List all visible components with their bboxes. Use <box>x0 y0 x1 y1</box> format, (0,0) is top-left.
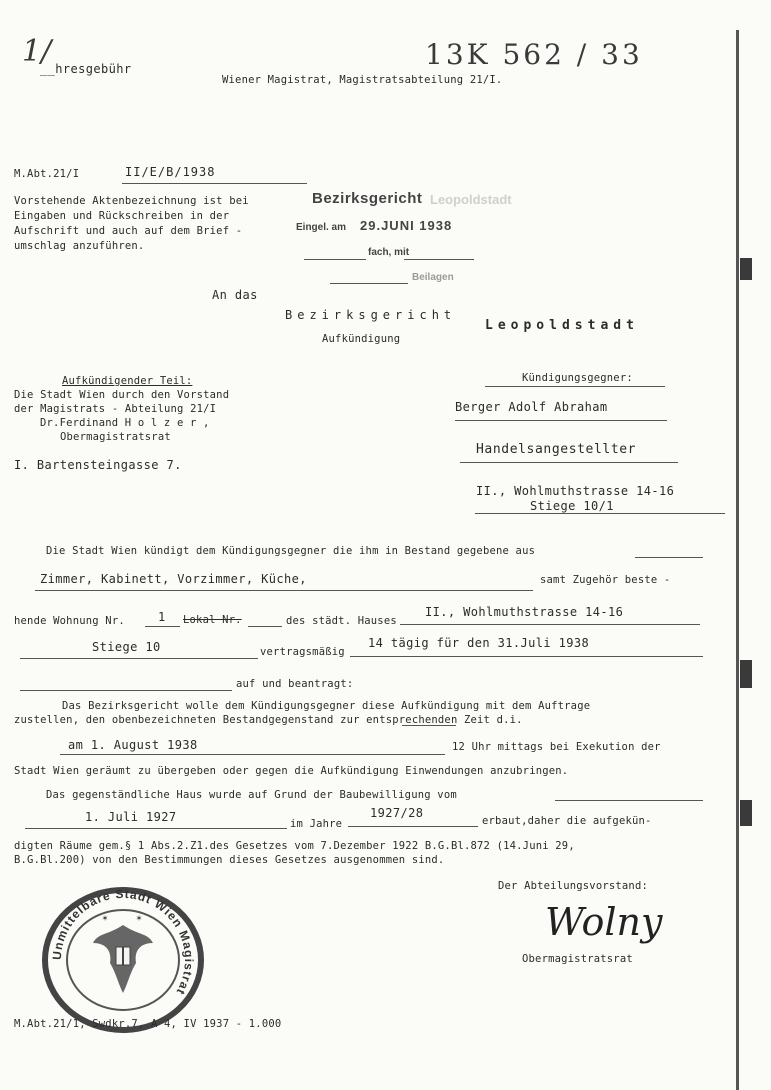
notice-period: 14 tägig für den 31.Juli 1938 <box>368 636 590 650</box>
permit-date-underline <box>25 828 287 829</box>
paragraph-2-fill <box>402 725 456 726</box>
received-stamp-tail: fach, mit <box>368 247 410 258</box>
opposing-party-name-underline <box>455 420 667 421</box>
permit-date: 1. Juli 1927 <box>85 810 177 824</box>
received-stamp-line-2 <box>404 259 474 260</box>
paragraph-4: Das gegenständliche Haus wurde auf Grund der Baubewilligung vom <box>46 789 457 801</box>
binding-tab-middle <box>740 660 752 688</box>
body-line-2-tail: samt Zugehör beste - <box>540 574 671 586</box>
received-stamp-district: Leopoldstadt <box>430 192 512 207</box>
official-seal <box>38 885 208 1035</box>
rooms: Zimmer, Kabinett, Vorzimmer, Küche, <box>40 572 307 586</box>
stair-underline <box>20 658 258 659</box>
received-stamp-line-3 <box>330 283 408 284</box>
addressee-to: An das <box>212 288 258 302</box>
vacate-date-underline <box>60 754 445 755</box>
fee-label: __hresgebühr <box>40 62 132 76</box>
lokal-underline <box>248 626 282 627</box>
opposing-party-occupation-underline <box>460 462 678 463</box>
handwritten-mark: 1/ <box>22 34 52 69</box>
house-label: des städt. Hauses <box>286 615 397 627</box>
file-reference-number: M.Abt.21/I <box>14 168 80 180</box>
opposing-party-label-underline <box>485 386 665 387</box>
terminating-party-line-3: Dr.Ferdinand H o l z e r , <box>40 417 210 429</box>
addressee-district: Leopoldstadt <box>485 318 639 333</box>
body-line-1: Die Stadt Wien kündigt dem Kündigungsgegner die ihm in Bestand gegebene aus <box>46 545 536 557</box>
paragraph-2: zustellen, den obenbezeichneten Bestandgegenstand zur entsprechenden Zeit d.i. <box>14 714 523 726</box>
opposing-party-name: Berger Adolf Abraham <box>455 400 608 414</box>
terminating-party-line-4: Obermagistratsrat <box>60 431 171 443</box>
addressee-court: Bezirksgericht <box>285 308 457 322</box>
paragraph-1: Das Bezirksgericht wolle dem Kündigungsgegner diese Aufkündigung mit dem Auftrage <box>62 700 591 712</box>
opposing-party-address-2: Stiege 10/1 <box>530 499 614 513</box>
body-line-3-prefix: hende Wohnung Nr. <box>14 615 125 627</box>
terminating-party-label: Aufkündigender Teil: <box>62 375 193 387</box>
paragraph-6: B.G.Bl.200) von den Bestimmungen dieses Gesetzes ausgenommen sind. <box>14 854 445 866</box>
received-stamp-date: 29.JUNI 1938 <box>360 218 453 233</box>
built-year-underline <box>348 826 478 827</box>
paragraph-3: Stadt Wien geräumt zu übergeben oder gegen die Aufkündigung Einwendungen anzubringen. <box>14 765 569 777</box>
seal-star-right: ✶ <box>136 913 143 924</box>
instruction-line-4: umschlag anzuführen. <box>14 240 145 252</box>
binding-tab-bottom <box>740 800 752 826</box>
apply-label: auf und beantragt: <box>236 678 354 690</box>
contract-label: vertragsmäßig <box>260 646 345 658</box>
authority-header: Wiener Magistrat, Magistratsabteilung 21/I. <box>222 74 503 86</box>
opposing-party-address-1: II., Wohlmuthstrasse 14-16 <box>476 484 675 498</box>
file-reference-code: II/E/B/1938 <box>125 165 216 179</box>
file-reference-underline <box>122 183 307 184</box>
apply-line <box>20 690 232 691</box>
signature-title: Obermagistratsrat <box>522 953 633 965</box>
paragraph-4-fill <box>555 800 703 801</box>
opposing-party-occupation: Handelsangestellter <box>476 442 637 457</box>
instruction-line-1: Vorstehende Aktenbezeichnung ist bei <box>14 195 249 207</box>
addressee-subject: Aufkündigung <box>322 333 401 345</box>
seal-text-path: Unmittelbare Stadt Wien Magistrat <box>49 886 197 998</box>
terminating-party-line-1: Die Stadt Wien durch den Vorstand <box>14 389 230 401</box>
apartment-number: 1 <box>158 610 166 624</box>
instruction-line-3: Aufschrift und auch auf dem Brief - <box>14 225 243 237</box>
vacate-tail: 12 Uhr mittags bei Exekution der <box>452 741 661 753</box>
terminating-party-line-2: der Magistrats - Abteilung 21/I <box>14 403 217 415</box>
binding-edge <box>736 30 739 1090</box>
house-address-underline <box>400 624 700 625</box>
rooms-underline <box>35 590 533 591</box>
seal-star-left: ✶ <box>102 913 109 924</box>
built-tail: erbaut,daher die aufgekün- <box>482 815 652 827</box>
opposing-party-label: Kündigungsgegner: <box>522 372 633 384</box>
received-stamp-enclosures: Beilagen <box>412 272 454 283</box>
handwritten-file-number: 13K 562 / 33 <box>425 38 643 71</box>
lokal-label: Lokal Nr. <box>183 614 242 626</box>
received-stamp-line-1 <box>304 259 366 260</box>
binding-tab-top <box>740 258 752 280</box>
notice-period-underline <box>350 656 703 657</box>
instruction-line-2: Eingaben und Rückschreiben in der <box>14 210 230 222</box>
vacate-date: am 1. August 1938 <box>68 738 198 752</box>
apartment-number-underline <box>145 626 180 627</box>
received-stamp-label: Eingel. am <box>296 222 347 233</box>
house-address: II., Wohlmuthstrasse 14-16 <box>425 605 624 619</box>
signature-heading: Der Abteilungsvorstand: <box>498 880 648 892</box>
seal-emblem <box>93 925 153 993</box>
built-year: 1927/28 <box>370 806 424 820</box>
stair: Stiege 10 <box>92 640 161 654</box>
body-line-1-fill <box>635 557 703 558</box>
opposing-party-address-underline <box>475 513 725 514</box>
paragraph-5: digten Räume gem.§ 1 Abs.2.Z1.des Gesetzes vom 7.Dezember 1922 B.G.Bl.872 (14.Juni 29, <box>14 840 575 852</box>
year-label: im Jahre <box>290 818 343 830</box>
terminating-party-address: I. Bartensteingasse 7. <box>14 458 182 472</box>
form-code: M.Abt.21/1, Swdkr.7, A 4, IV 1937 - 1.000 <box>14 1018 282 1030</box>
received-stamp-court: Bezirksgericht <box>312 190 423 207</box>
signature: Wolny <box>545 900 663 944</box>
